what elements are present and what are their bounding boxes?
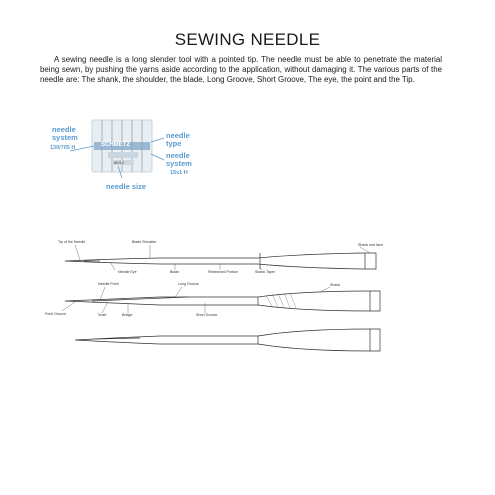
label-blade: Blade bbox=[170, 270, 180, 274]
label-point-groove: Point Groove bbox=[45, 312, 66, 316]
needle-system-code: 130/705 H bbox=[50, 145, 76, 151]
label-shank-taper: Shank Taper bbox=[255, 270, 276, 274]
brand-label: SCHMETZ bbox=[101, 142, 130, 148]
label-shank: Shank bbox=[330, 283, 341, 287]
label-tip: Tip of the Needle bbox=[58, 240, 86, 244]
needle-system-right-label: needle system bbox=[166, 151, 192, 168]
needle-system-label: needle system bbox=[52, 125, 78, 142]
label-blade-shoulder: Blade Shoulder bbox=[132, 240, 157, 244]
page-title: SEWING NEEDLE bbox=[174, 30, 321, 49]
needle-2-outline bbox=[65, 291, 380, 311]
needle-type-label: needle type bbox=[166, 131, 190, 148]
needle-3-outline bbox=[75, 329, 380, 351]
label-short-groove: Short Groove bbox=[196, 313, 218, 317]
needle-anatomy-diagram bbox=[0, 225, 495, 375]
intro-paragraph: A sewing needle is a long slender tool with a pointed tip. The needle must be able to penetrate the material being sewn, by pushing the yarns aside according to the application, without damaging it. The various parts of the needle are: The shank, the shoulder, the blade, Long Groove, Short Groove, The eye, the point and the Tip. bbox=[40, 55, 442, 84]
label-bridge: Bridge bbox=[122, 313, 133, 317]
size-code: 80/12 bbox=[114, 160, 125, 165]
label-scarf: Scarf bbox=[98, 313, 107, 317]
label-shank-end: Shank end face bbox=[358, 243, 383, 247]
needle-pack-figure bbox=[48, 116, 208, 196]
needle-system-right-code: 15x1 H bbox=[170, 170, 188, 176]
label-long-groove: Long Groove bbox=[178, 282, 199, 286]
label-needle-eye: Needle Eye bbox=[118, 270, 137, 274]
needle-1-outline bbox=[65, 253, 376, 269]
label-needle-point: Needle Point bbox=[98, 282, 119, 286]
label-reinforced: Reinforced Portion bbox=[208, 270, 238, 274]
needle-size-label: needle size bbox=[106, 182, 147, 191]
